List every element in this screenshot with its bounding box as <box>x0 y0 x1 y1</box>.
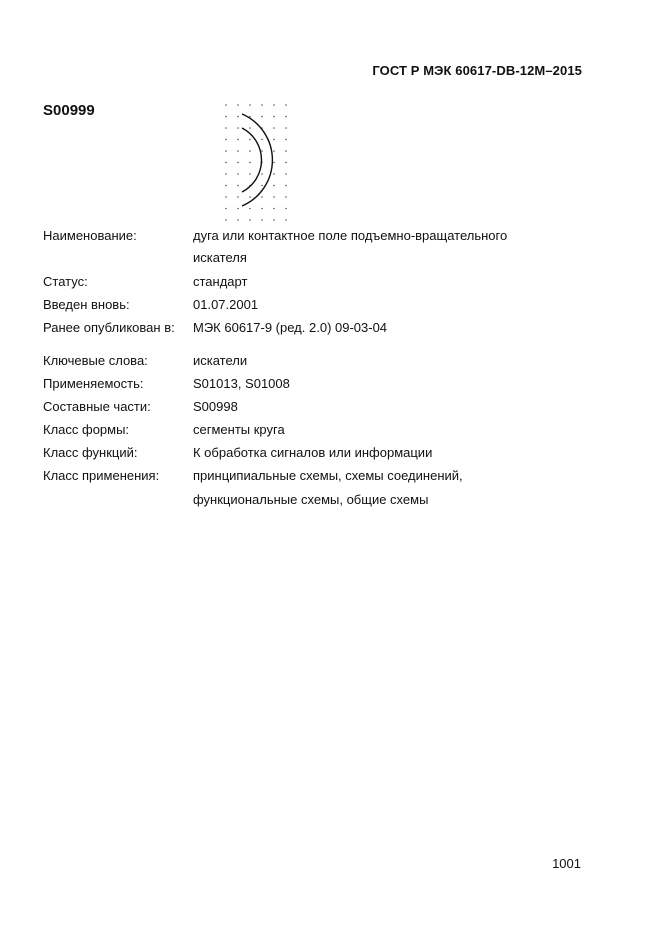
grid-dot <box>273 127 275 129</box>
grid-dot <box>225 219 227 221</box>
grid-dot <box>261 196 263 198</box>
grid-dot <box>261 208 263 210</box>
grid-dots <box>225 104 287 221</box>
grid-dot <box>273 185 275 187</box>
grid-dot <box>225 139 227 141</box>
introduced-value: 01.07.2001 <box>193 297 259 312</box>
grid-dot <box>237 139 239 141</box>
symbol-code: S00999 <box>43 102 95 119</box>
grid-dot <box>225 185 227 187</box>
applicability-value: S01013, S01008 <box>193 376 290 391</box>
grid-dot <box>225 150 227 152</box>
grid-dot <box>249 127 251 129</box>
grid-dot <box>273 150 275 152</box>
grid-dot <box>249 208 251 210</box>
grid-dot <box>273 139 275 141</box>
keywords-value: искатели <box>193 353 248 368</box>
grid-dot <box>285 139 287 141</box>
page-number: 1001 <box>552 856 581 871</box>
application-class-value-line1: принципиальные схемы, схемы соединений, <box>193 468 463 483</box>
grid-dot <box>261 104 263 106</box>
function-class-label: Класс функций: <box>43 445 138 460</box>
grid-dot <box>273 104 275 106</box>
grid-dot <box>225 208 227 210</box>
grid-dot <box>285 185 287 187</box>
grid-dot <box>285 208 287 210</box>
shape-class-label: Класс формы: <box>43 422 130 437</box>
function-class-value: К обработка сигналов или информации <box>193 445 433 460</box>
published-label: Ранее опубликован в: <box>43 320 175 335</box>
grid-dot <box>225 196 227 198</box>
grid-dot <box>237 219 239 221</box>
grid-dot <box>285 150 287 152</box>
name-value-line2: искателя <box>193 250 247 265</box>
grid-dot <box>225 116 227 118</box>
components-label: Составные части: <box>43 399 151 414</box>
grid-dot <box>249 116 251 118</box>
grid-dot <box>261 185 263 187</box>
grid-dot <box>285 196 287 198</box>
grid-dot <box>249 162 251 164</box>
doc-standard-title: ГОСТ Р МЭК 60617-DB-12M–2015 <box>372 63 582 78</box>
grid-dot <box>273 173 275 175</box>
grid-dot <box>249 139 251 141</box>
grid-dot <box>285 173 287 175</box>
arc-inner <box>242 128 262 192</box>
grid-dot <box>273 219 275 221</box>
status-label: Статус: <box>43 274 88 289</box>
applicability-label: Применяемость: <box>43 376 144 391</box>
grid-dot <box>237 150 239 152</box>
name-value-line1: дуга или контактное поле подъемно-вращательного <box>193 228 508 243</box>
grid-dot <box>237 185 239 187</box>
grid-dot <box>285 127 287 129</box>
name-label: Наименование: <box>43 228 137 243</box>
grid-dot <box>237 116 239 118</box>
grid-dot <box>237 208 239 210</box>
grid-dot <box>249 173 251 175</box>
grid-dot <box>225 104 227 106</box>
grid-dot <box>237 127 239 129</box>
grid-dot <box>285 116 287 118</box>
grid-dot <box>249 219 251 221</box>
grid-dot <box>225 162 227 164</box>
shape-class-value: сегменты круга <box>193 422 285 437</box>
grid-dot <box>261 173 263 175</box>
grid-dot <box>237 196 239 198</box>
components-value: S00998 <box>193 399 238 414</box>
application-class-label: Класс применения: <box>43 468 160 483</box>
grid-dot <box>237 173 239 175</box>
arc-symbol-icon <box>218 100 292 226</box>
grid-dot <box>285 219 287 221</box>
grid-dot <box>273 196 275 198</box>
grid-dot <box>273 162 275 164</box>
grid-dot <box>273 116 275 118</box>
arc-outer <box>242 114 272 206</box>
grid-dot <box>273 208 275 210</box>
grid-dot <box>261 150 263 152</box>
grid-dot <box>225 127 227 129</box>
status-value: стандарт <box>193 274 248 289</box>
grid-dot <box>285 162 287 164</box>
introduced-label: Введен вновь: <box>43 297 130 312</box>
published-value: МЭК 60617-9 (ред. 2.0) 09-03-04 <box>193 320 388 335</box>
grid-dot <box>261 219 263 221</box>
grid-dot <box>285 104 287 106</box>
keywords-label: Ключевые слова: <box>43 353 148 368</box>
grid-dot <box>249 150 251 152</box>
grid-dot <box>237 104 239 106</box>
grid-dot <box>249 104 251 106</box>
grid-dot <box>225 173 227 175</box>
grid-dot <box>261 139 263 141</box>
grid-dot <box>261 116 263 118</box>
grid-dot <box>237 162 239 164</box>
grid-dot <box>249 196 251 198</box>
application-class-value-line2: функциональные схемы, общие схемы <box>193 492 429 507</box>
